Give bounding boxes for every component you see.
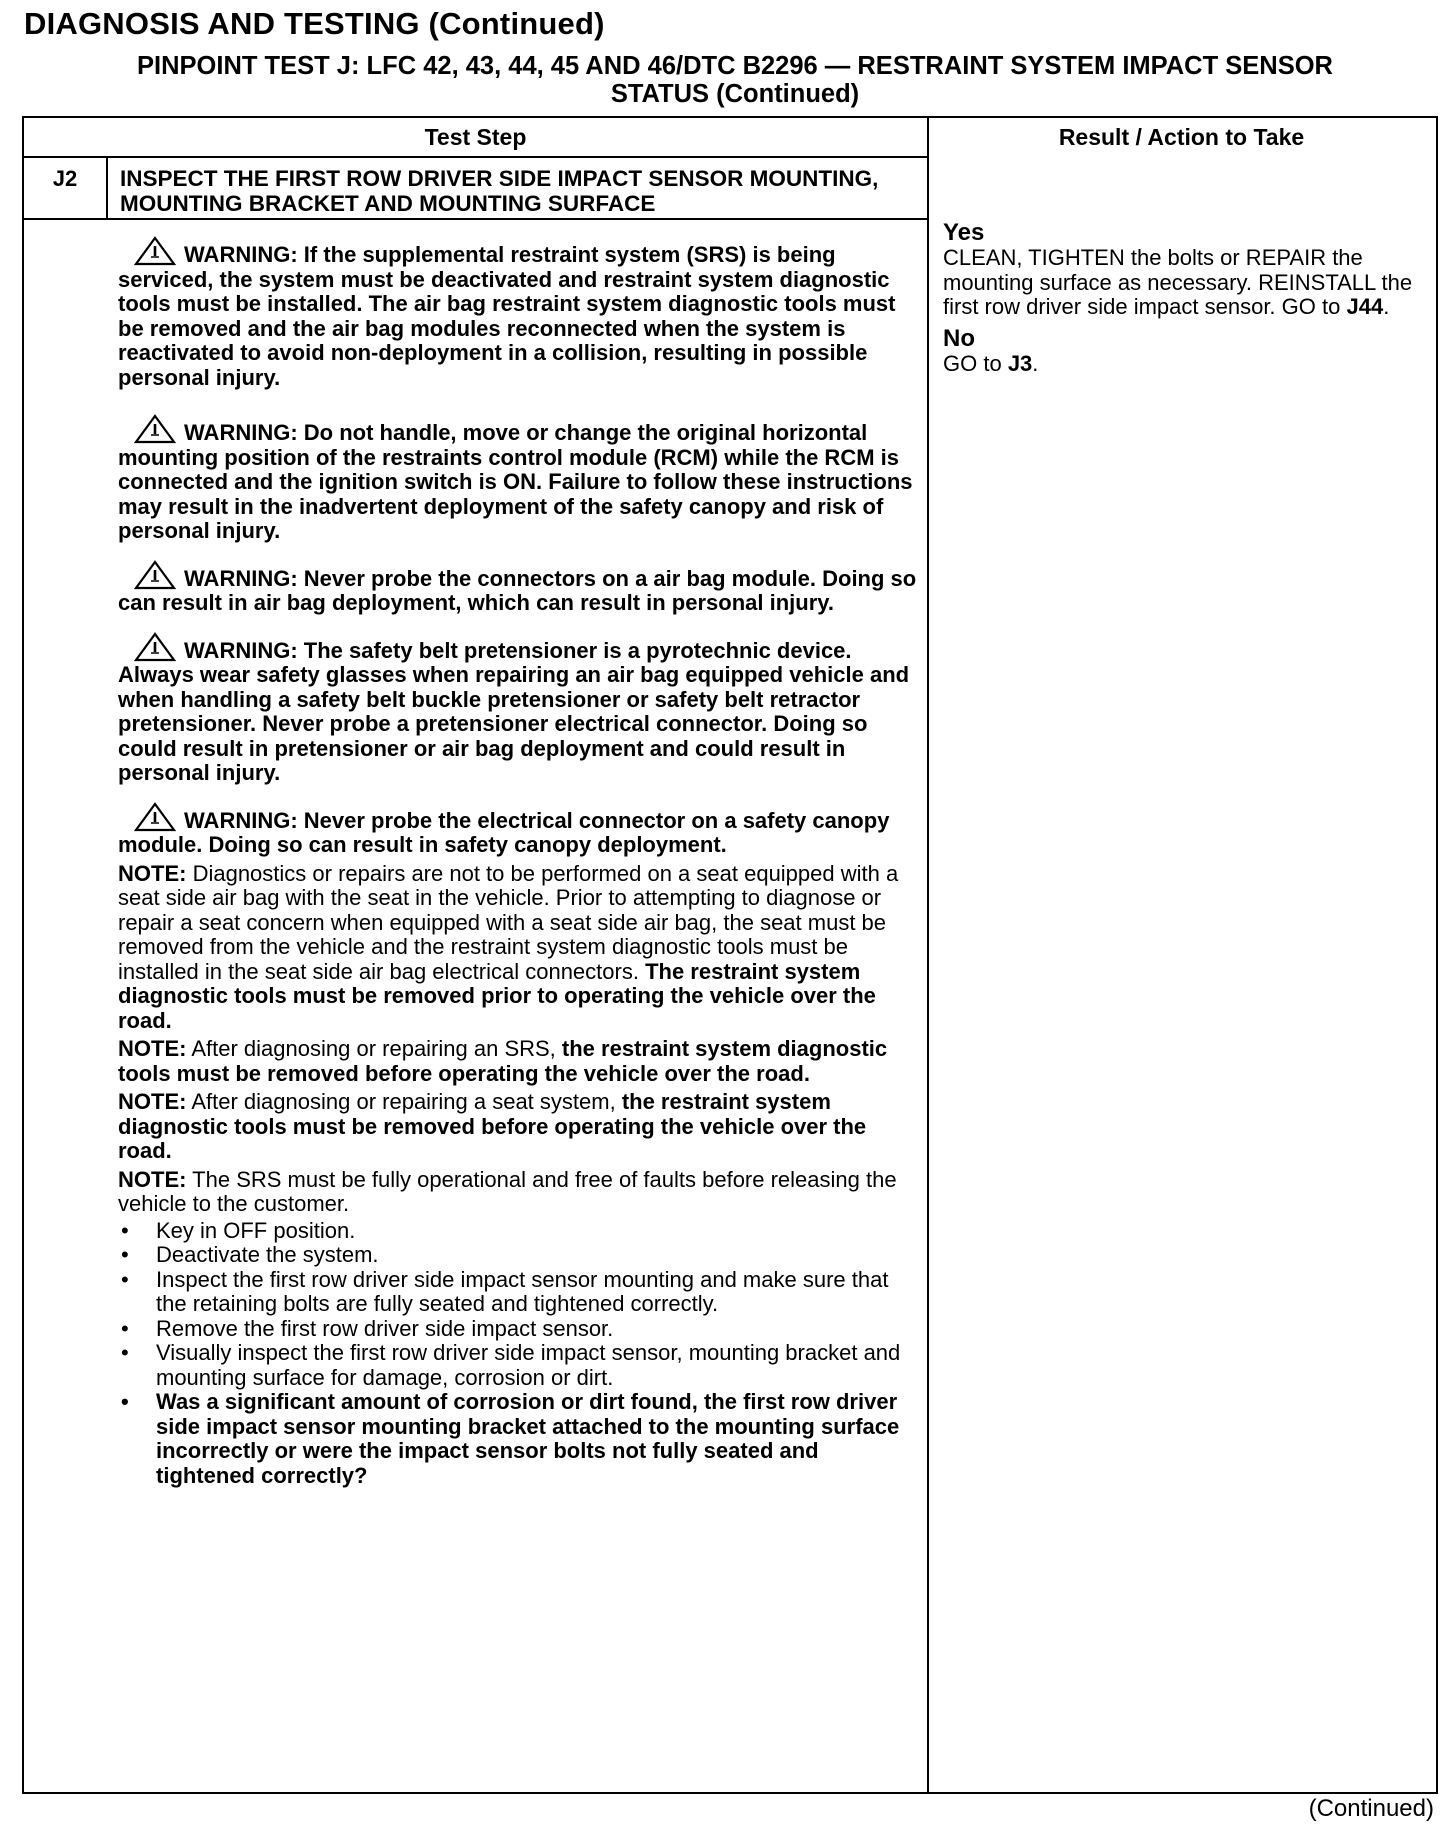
result-no-text: GO to J3. <box>943 350 1039 376</box>
warning-block <box>118 802 918 858</box>
pinpoint-test-title <box>40 52 1430 108</box>
result-action <box>943 220 1423 382</box>
column-header-test-step: Test Step <box>424 124 527 150</box>
note-label: NOTE: <box>118 860 187 886</box>
warning-text: If the supplemental restraint system (SRS) is being serviced, the system must be deactivated and restraint system diagnostic tools must be installed. The air bag restraint system diagnostic tools must be removed and the air bag modules reconnected when the system is reactivated to avoid non-deployment in a collision, resulting in possible personal injury. <box>118 242 896 390</box>
warning-triangle-icon <box>134 236 176 266</box>
warning-block <box>118 632 918 786</box>
step-title: INSPECT THE FIRST ROW DRIVER SIDE IMPACT SENSOR MOUNTING, MOUNTING BRACKET AND MOUNTING SURFACE <box>120 166 879 216</box>
test-step-content <box>118 236 918 1488</box>
step-title-divider <box>24 218 927 220</box>
warning-block <box>118 236 918 390</box>
list-item: • Remove the first row driver side impact sensor. <box>118 1317 918 1342</box>
column-header-result: Result / Action to Take <box>1058 124 1305 150</box>
warning-text: Never probe the connectors on a air bag module. Doing so can result in air bag deployment, which can result in personal injury. <box>118 565 917 615</box>
step-id: J2 <box>52 166 78 191</box>
page-title: DIAGNOSIS AND TESTING (Continued) <box>24 6 605 41</box>
column-divider <box>927 118 929 1792</box>
pinpoint-title-line1: PINPOINT TEST J: LFC 42, 43, 44, 45 AND 46/DTC B2296 — RESTRAINT SYSTEM IMPACT SENSOR <box>137 52 1333 80</box>
warning-label: WARNING: <box>184 637 298 663</box>
warning-label: WARNING: <box>184 420 298 445</box>
note-text: The SRS must be fully operational and free of faults before releasing the vehicle to the customer. <box>118 1166 897 1216</box>
warning-text: The safety belt pretensioner is a pyrotechnic device. Always wear safety glasses when repairing an air bag equipped vehicle and when handling a safety belt buckle pretensioner or safety belt retractor pretensioner. Never probe a pretensioner electrical connector. Doing so could result in pretensioner or air bag deployment and could result in personal injury. <box>118 637 910 785</box>
warning-text: Do not handle, move or change the original horizontal mounting position of the restraints control module (RCM) while the RCM is connected and the ignition switch is ON. Failure to follow these instructions may result in the inadvertent deployment of the safety canopy and risk of personal injury. <box>118 420 913 543</box>
header-row-divider <box>24 156 927 158</box>
warning-triangle-icon <box>134 802 176 832</box>
warning-triangle-icon <box>134 560 176 590</box>
continued-footer: (Continued) <box>1308 1795 1434 1822</box>
warning-triangle-icon <box>134 414 176 444</box>
note-text: After diagnosing or repairing an SRS, <box>191 1036 556 1061</box>
note-block <box>118 1037 918 1086</box>
warning-label: WARNING: <box>184 807 298 833</box>
warning-block <box>118 414 918 544</box>
note-block <box>118 1168 918 1217</box>
note-block <box>118 862 918 1034</box>
note-label: NOTE: <box>118 1089 187 1114</box>
pinpoint-title-line2: STATUS (Continued) <box>610 80 860 108</box>
warning-block <box>118 560 918 616</box>
warning-triangle-icon <box>134 632 176 662</box>
step-id-divider <box>106 156 108 220</box>
result-yes-target: J44 <box>1346 294 1384 319</box>
list-item-question: • Was a significant amount of corrosion or dirt found, the first row driver side impact sensor mounting bracket attached to the mounting surface incorrectly or were the impact sensor bolts not fully seated and tightened correctly? <box>118 1390 918 1488</box>
list-item: • Key in OFF position. <box>118 1219 918 1244</box>
result-yes <box>943 220 1423 320</box>
note-label: NOTE: <box>118 1166 187 1192</box>
note-block <box>118 1090 918 1164</box>
note-bold-text: The restraint system diagnostic tools must be removed prior to operating the vehicle over the road. <box>118 958 876 1033</box>
procedure-list <box>118 1219 918 1489</box>
warning-text: Never probe the electrical connector on a safety canopy module. Doing so can result in safety canopy deployment. <box>118 807 890 857</box>
list-item: • Inspect the first row driver side impact sensor mounting and make sure that the retaining bolts are fully seated and tightened correctly. <box>118 1268 918 1317</box>
result-no-target: J3 <box>1007 350 1033 376</box>
note-bold-text: the restraint system diagnostic tools must be removed before operating the vehicle over the road. <box>118 1036 888 1086</box>
note-text: Diagnostics or repairs are not to be performed on a seat equipped with a seat side air bag with the seat in the vehicle. Prior to attempting to diagnose or repair a seat concern when equipped with a seat side air bag, the seat must be removed from the vehicle and the restraint system diagnostic tools must be installed in the seat side air bag electrical connectors. <box>118 860 899 984</box>
result-no-action: GO to <box>943 350 1002 376</box>
result-yes-text: CLEAN, TIGHTEN the bolts or REPAIR the mounting surface as necessary. REINSTALL the first row driver side impact sensor. GO to J44. <box>943 245 1413 319</box>
result-no <box>943 326 1423 377</box>
result-yes-label: Yes <box>943 219 985 246</box>
result-no-label: No <box>943 324 975 352</box>
note-text: After diagnosing or repairing a seat system, <box>191 1089 616 1114</box>
warning-label: WARNING: <box>184 242 298 267</box>
list-item: • Deactivate the system. <box>118 1243 918 1268</box>
result-yes-action: CLEAN, TIGHTEN the bolts or REPAIR the mounting surface as necessary. REINSTALL the first row driver side impact sensor. GO to <box>943 245 1413 319</box>
note-label: NOTE: <box>118 1036 187 1061</box>
note-bold-text: the restraint system diagnostic tools must be removed before operating the vehicle over the road. <box>118 1089 867 1163</box>
list-item: • Visually inspect the first row driver side impact sensor, mounting bracket and mounting surface for damage, corrosion or dirt. <box>118 1341 918 1390</box>
warning-label: WARNING: <box>184 565 298 591</box>
